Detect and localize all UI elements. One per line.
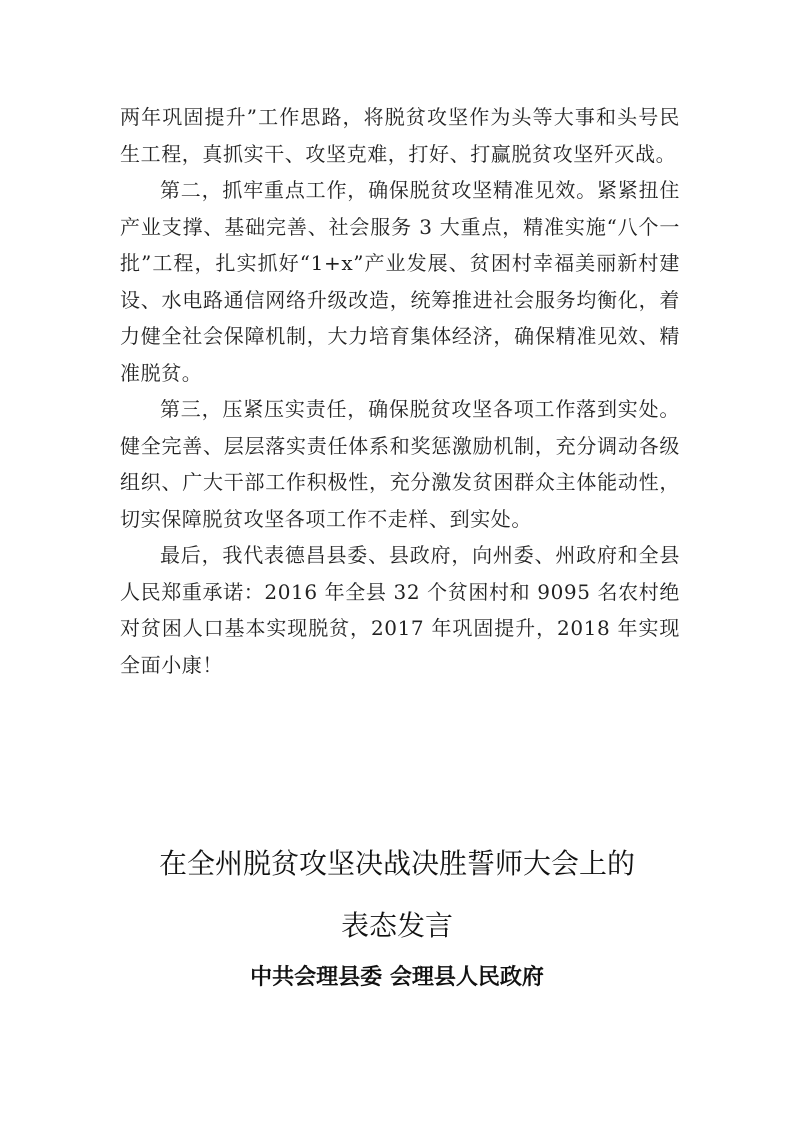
paragraph-second: 第二，抓牢重点工作，确保脱贫攻坚精准见效。紧紧扭住产业支撑、基础完善、社会服务 3 大重点，精准实施“八个一批”工程，扎实抓好“1+x”产业发展、贫困村幸福美丽新村建设、水电路通信网络升级改造，统筹推进社会服务均衡化，着力健全社会保障机制，大力培育集体经济，确保精准见效、精准脱贫。 (120, 178, 680, 385)
speech-author: 中共会理县委 会理县人民政府 (250, 965, 544, 990)
paragraph-final: 最后，我代表德昌县委、县政府，向州委、州政府和全县人民郑重承诺：2016 年全县 32 个贫困村和 9095 名农村绝对贫困人口基本实现脱贫，2017 年巩固提升，2018 年实现全面小康！ (120, 543, 680, 677)
body-text (120, 99, 680, 683)
speech-title-line1: 在全州脱贫攻坚决战决胜誓师大会上的 (158, 847, 635, 880)
speech-title-line2: 表态发言 (340, 909, 453, 942)
paragraph-third: 第三，压紧压实责任，确保脱贫攻坚各项工作落到实处。健全完善、层层落实责任体系和奖惩激励机制，充分调动各级组织、广大干部工作积极性，充分激发贫困群众主体能动性，切实保障脱贫攻坚各项工作不走样、到实处。 (120, 397, 680, 531)
paragraph-continuation: 两年巩固提升”工作思路，将脱贫攻坚作为头等大事和头号民生工程，真抓实干、攻坚克难，打好、打赢脱贫攻坚歼灭战。 (120, 105, 680, 166)
